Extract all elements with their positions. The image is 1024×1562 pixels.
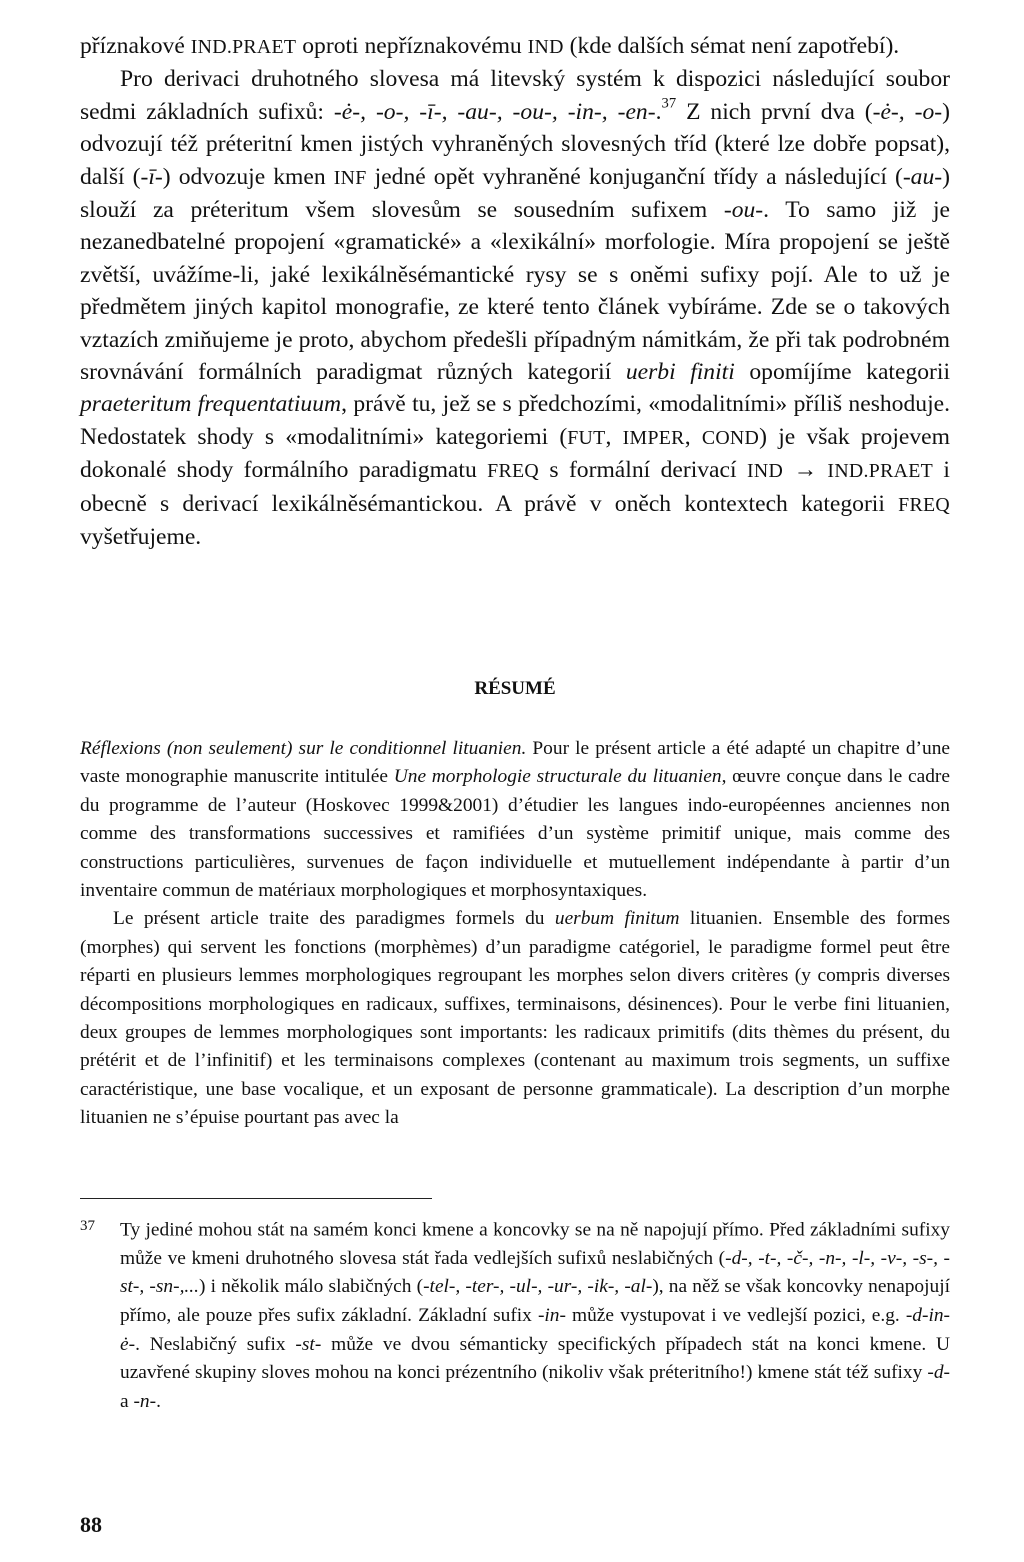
footnote (80, 1212, 950, 1416)
footnote-ref[interactable]: 37 (661, 95, 677, 112)
resume-paragraph-2: Le présent article traite des paradigmes formels du uerbum finitum lituanien. Ensemble des formes (morphes) qui servent les fonctions (morphèmes) d’un paradigme catégoriel, le paradigme formel peut être réparti en plusieurs lemmes morphologiques regroupant les morphes selon divers critères (y compris diverses décompositions morphologiques en radicaux, suffixes, terminaisons, désinences). Pour le verbe fini lituanien, deux groupes de lemmes morphologiques sont importants: les radicaux primitifs (dits thèmes du présent, du prétérit et de l’infinitif) et les terminaisons complexes (contenant au maximum trois segments, un suffixe caractéristique, une base vocalique, et un exposant de personne grammaticale). La description d’un morphe lituanien ne s’épuise pourtant pas avec la (80, 908, 950, 1129)
footnote-divider (80, 1198, 432, 1199)
paragraph-2: Pro derivaci druhotného slovesa má litevský systém k dispozici následující soubor sedmi základních sufixů: -ė-, -o-, -ī-, -au-, -ou-, -in-, -en-.$^{37}$ Z nich první dva (-ė-, -o-) odvozují též préteritní kmen jistých vyhraněných slovesných tříd (které lze dobře popsat), další (-ī-) odvozuje kmen INF jedné opět vyhraněné konjuganční třídy a následující (-au-) slouží za préteritum všem slovesům se sousedním sufixem -ou-. To samo již je nezanedbatelné propojení «gramatické» a «lexikální» morfologie. Míra propojení se ještě zvětší, uvážíme-li, jaké lexikálněsémantické rysy se s oněmi sufixy pojí. Ale to už je předmětem jiných kapitol monografie, ze které tento článek vybíráme. Zde se o takových vztazích zmiňujeme je proto, abychom předešli případným námitkám, že při tak podrobném srovnávání formálních paradigmat různých kategorií uerbi finiti opomíjíme kategorii praeteritum frequentatiuum, právě tu, jež se s předchozími, «modalitními» příliš neshoduje. Nedostatek shody s «modalitními» kategoriemi (FUT, IMPER, COND) je však projevem dokonalé shody formálního paradigmatu FREQ s formální derivací IND → IND.PRAET i obecně s derivací lexikálněsémantickou. A právě v oněch kontextech kategorii FREQ vyšetřujeme. (80, 66, 951, 551)
resume-paragraph-1: Réflexions (non seulement) sur le conditionnel lituanien. Pour le présent article a été adapté un chapitre d’une vaste monographie manuscrite intitulée Une morphologie structurale du lituanien, œuvre conçue dans le cadre du programme de l’auteur (Hoskovec 1999&2001) d’étudier les langues indo-européennes anciennes non comme des transformations successives et ramifiées d’un système primitif unique, mais comme des constructions particulières, survenues de façon individuelle et mutuellement indépendante à partir d’un inventaire commun de matériaux morphologiques et morphosyntaxiques. (80, 738, 950, 902)
main-text (80, 30, 950, 554)
paragraph-1: příznakové IND.PRAET oproti nepříznakovému IND (kde dalších sémat není zapotřebí). (80, 33, 900, 59)
page-number: 88 (80, 1512, 102, 1537)
resume-heading: RÉSUMÉ (474, 678, 556, 699)
footnote-number: 37 (80, 1218, 95, 1234)
footnote-37: 37 Ty jediné mohou stát na samém konci kmene a koncovky se na ně napojují přímo. Před základními sufixy může ve kmeni druhotného slovesa stát řada vedlejších sufixů neslabičných (-d-, -t-, -č-, -n-, -l-, -v-, -s-, -st-, -sn-,...) i několik málo slabičných (-tel-, -ter-, -ul-, -ur-, -ik-, -al-), na něž se však koncovky nenapojují přímo, ale pouze přes sufix základní. Základní sufix -in- může vystupovat i ve vedlejší pozici, e.g. -d-in-ė-. Neslabičný sufix -st- může ve dvou sémanticky specifických případech stát na konci kmene. U uzavřené skupiny sloves mohou na konci prézentního (nikoliv však préteritního!) kmene stát též sufixy -d- a -n-. (80, 1212, 950, 1416)
resume-text (80, 735, 950, 1133)
arrow-icon: → (783, 457, 828, 484)
